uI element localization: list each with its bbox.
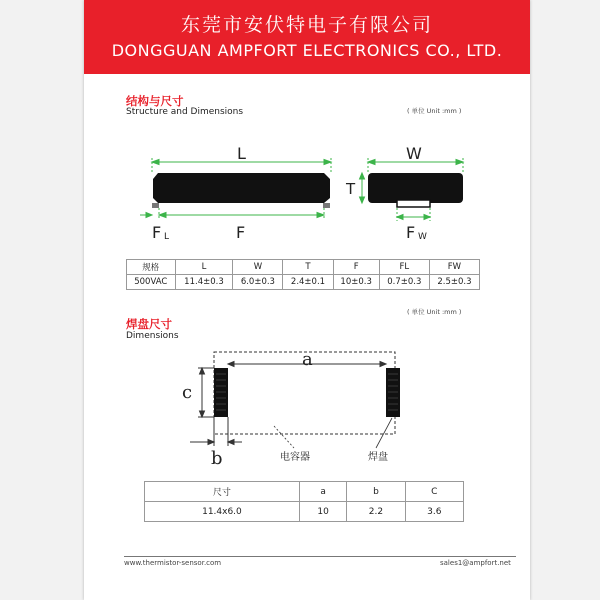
table-header-cell: 规格 (127, 260, 176, 275)
footer-divider (124, 556, 516, 557)
pad-title-en: Dimensions (126, 331, 179, 341)
table-cell: 500VAC (127, 275, 176, 290)
structure-unit-label: ( 单位 Unit :mm ) (407, 107, 462, 115)
label-FL-main: F (152, 223, 162, 242)
end-view-terminal (397, 200, 430, 207)
table-cell: 2.5±0.3 (429, 275, 479, 290)
header-banner (84, 0, 530, 74)
pad-unit-label: ( 单位 Unit :mm ) (407, 308, 462, 316)
table-header-row (127, 260, 480, 275)
dim-line-F (159, 208, 324, 219)
table-cell: 0.7±0.3 (379, 275, 429, 290)
label-L: L (237, 144, 246, 163)
pad-left (214, 368, 228, 417)
table-header-row (145, 482, 464, 502)
dim-line-c (198, 368, 214, 417)
structure-title-cn: 结构与尺寸 (126, 94, 184, 108)
label-FL-sub: L (164, 232, 170, 242)
table-header-cell: FL (379, 260, 429, 275)
label-T: T (346, 180, 356, 198)
pad-hatching (216, 374, 398, 410)
table-header-cell: W (233, 260, 283, 275)
table-cell: 10±0.3 (333, 275, 379, 290)
pad-right (386, 368, 400, 417)
footer-website[interactable]: www.thermistor-sensor.com (124, 559, 222, 567)
label-FW-main: F (406, 223, 416, 242)
terminal-right (323, 203, 330, 208)
table-header-cell: C (405, 482, 463, 502)
table-cell: 11.4±0.3 (175, 275, 233, 290)
table-header-cell: L (175, 260, 233, 275)
structure-diagram (84, 120, 530, 250)
footer-email[interactable]: sales1@ampfort.net (440, 559, 511, 567)
label-F: F (236, 223, 246, 242)
spec-sheet (84, 0, 530, 600)
capacitor-side-view (153, 173, 330, 203)
table-cell: 11.4x6.0 (145, 502, 300, 522)
company-name-cn: 东莞市安伏特电子有限公司 (180, 14, 433, 36)
structure-spec-table (126, 259, 480, 290)
company-name-en: DONGGUAN AMPFORT ELECTRONICS CO., LTD. (111, 41, 503, 60)
table-cell: 2.4±0.1 (283, 275, 333, 290)
table-cell: 10 (299, 502, 346, 522)
table-header-cell: b (347, 482, 405, 502)
pad-diagram (84, 340, 530, 470)
table-cell: 6.0±0.3 (233, 275, 283, 290)
table-header-cell: T (283, 260, 333, 275)
label-b: b (211, 448, 223, 469)
table-header-cell: a (299, 482, 346, 502)
dim-line-T (360, 173, 365, 203)
structure-title-en: Structure and Dimensions (126, 107, 244, 117)
terminal-left (152, 203, 159, 208)
label-pad: 焊盘 (368, 452, 388, 463)
table-row (127, 275, 480, 290)
leader-lines (274, 418, 392, 448)
table-header-cell: F (333, 260, 379, 275)
table-row (145, 502, 464, 522)
pad-spec-table (144, 481, 464, 522)
table-header-cell: 尺寸 (145, 482, 300, 502)
capacitor-end-view (368, 173, 463, 203)
label-W: W (406, 144, 422, 163)
label-FW-sub: W (418, 232, 427, 242)
label-c: c (182, 382, 193, 403)
label-capacitor: 电容器 (280, 452, 310, 463)
label-a: a (302, 349, 313, 370)
table-cell: 2.2 (347, 502, 405, 522)
pad-title-cn: 焊盘尺寸 (126, 317, 172, 331)
dim-line-FW (397, 208, 430, 221)
table-cell: 3.6 (405, 502, 463, 522)
dim-line-b (190, 417, 242, 446)
table-header-cell: FW (429, 260, 479, 275)
